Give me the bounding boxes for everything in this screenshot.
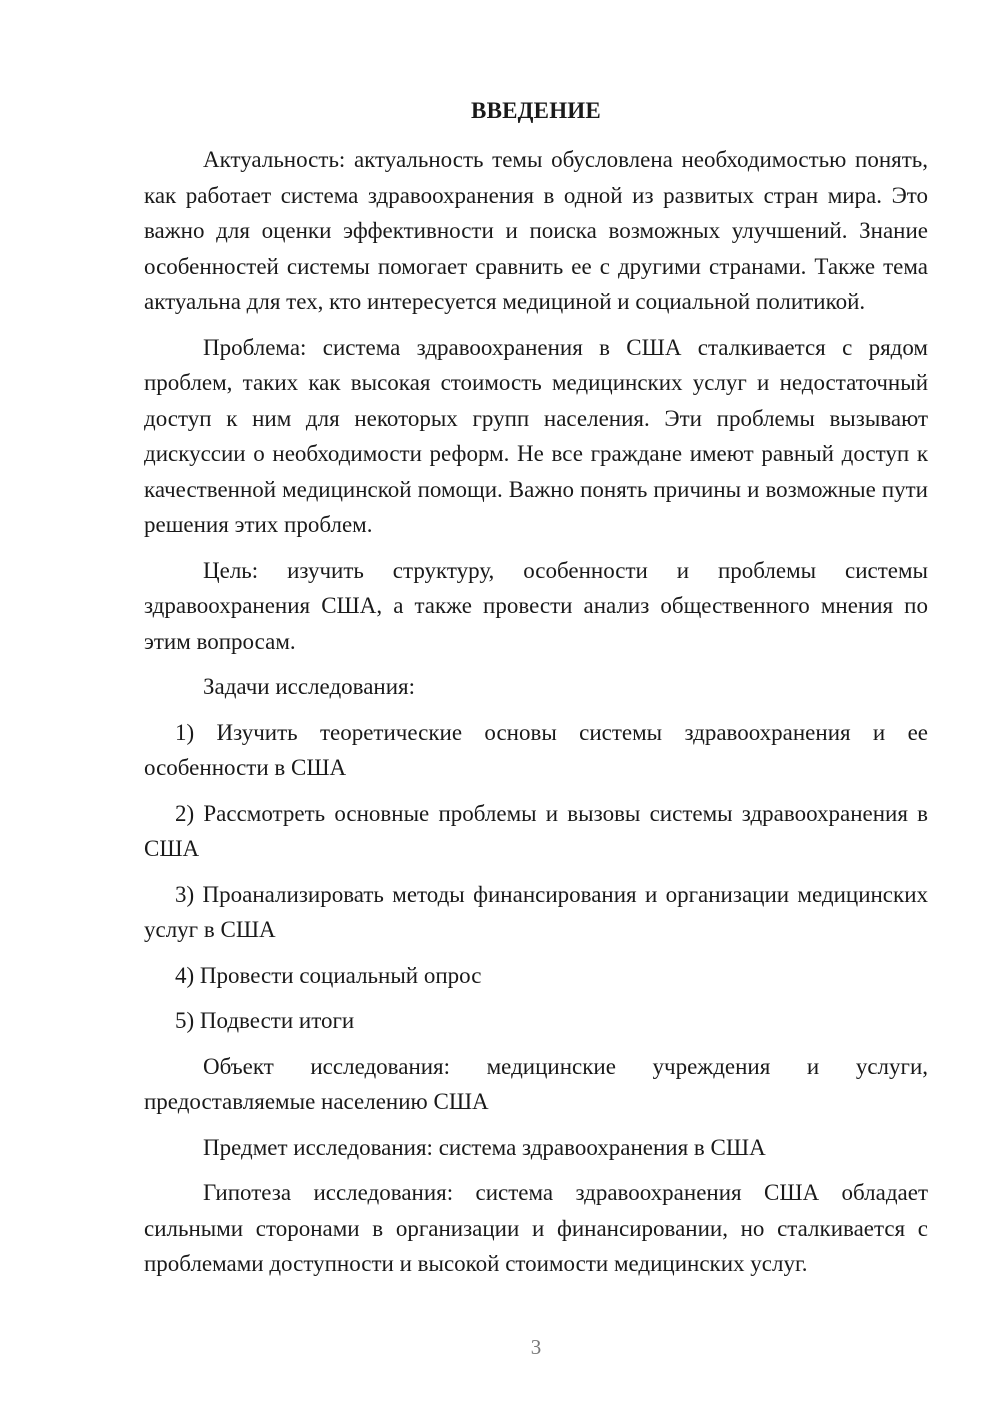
page-title: ВВЕДЕНИЕ xyxy=(471,98,601,123)
hypothesis-paragraph: Гипотеза исследования: система здравоохранения США обладает сильными сторонами в организации и финансировании, но сталкивается с проблемами доступности и высокой стоимости медицинских услуг. xyxy=(144,1180,928,1276)
object-paragraph: Объект исследования: медицинские учреждения и услуги, предоставляемые населению США xyxy=(144,1053,928,1114)
document-body xyxy=(144,142,928,1282)
task-item-4: 4) Провести социальный опрос xyxy=(175,962,482,988)
relevance-paragraph: Актуальность: актуальность темы обусловлена необходимостью понять, как работает система здравоохранения в одной из развитых стран мира. Это важно для оценки эффективности и поиска возможных улучшений. Знание особенностей системы помогает сравнить ее с другими странами. Также тема актуальна для тех, кто интересуется медициной и социальной политикой. xyxy=(144,147,928,314)
task-item-2: 2) Рассмотреть основные проблемы и вызовы системы здравоохранения в США xyxy=(144,800,928,861)
problem-paragraph: Проблема: система здравоохранения в США сталкивается с рядом проблем, таких как высокая стоимость медицинских услуг и недостаточный доступ к ним для некоторых групп населения. Эти проблемы вызывают дискуссии о необходимости реформ. Не все граждане имеют равный доступ к качественной медицинской помощи. Важно понять причины и возможные пути решения этих проблем. xyxy=(144,334,928,537)
tasks-heading: Задачи исследования: xyxy=(203,674,416,699)
page-number: 3 xyxy=(530,1335,542,1359)
task-item-3: 3) Проанализировать методы финансирования и организации медицинских услуг в США xyxy=(144,881,928,942)
task-item-1: 1) Изучить теоретические основы системы здравоохранения и ее особенности в США xyxy=(144,719,928,780)
task-item-5: 5) Подвести итоги xyxy=(175,1008,355,1033)
goal-paragraph: Цель: изучить структуру, особенности и проблемы системы здравоохранения США, а также провести анализ общественного мнения по этим вопросам. xyxy=(144,557,928,654)
subject-paragraph: Предмет исследования: система здравоохранения в США xyxy=(203,1134,766,1160)
